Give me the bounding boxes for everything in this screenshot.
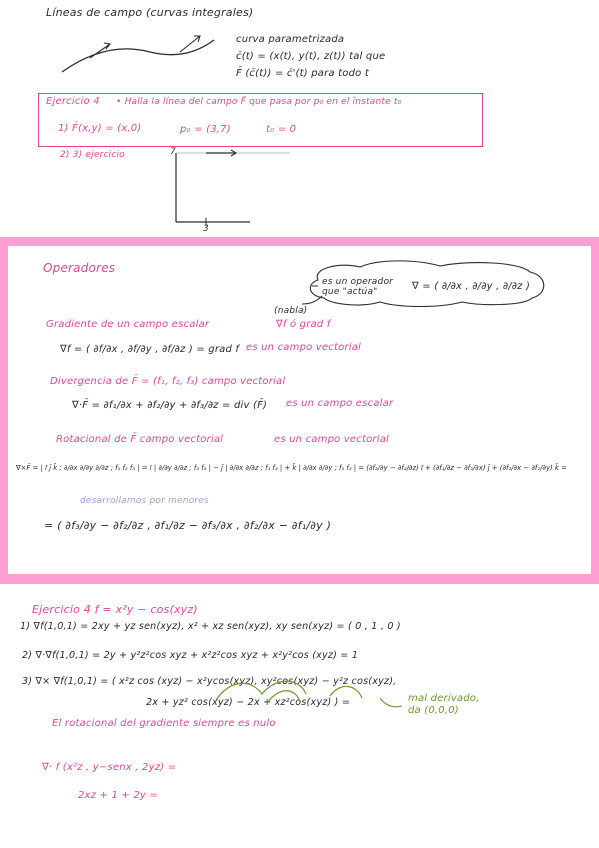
exercise-item1-t0: t₀ = 0 [266, 124, 297, 135]
exercise-box-title: Ejercicio 4 [46, 96, 100, 107]
param-def-line2: F̄ (c̄(t)) = c̄'(t) para todo t [236, 68, 369, 79]
param-def-line1: c̄(t) = (x(t), y(t), z(t)) tal que [236, 51, 386, 62]
minors-note: desarrollamos por menores [80, 496, 209, 506]
bubble-text: es un operador que "actúa" [322, 277, 394, 297]
rotational-gradient-conclusion: El rotacional del gradiente siempre es nulo [52, 718, 276, 729]
graph-y-tick: 7 [170, 147, 176, 157]
rotational-title: Rotacional de F̄ campo vectorial [56, 434, 224, 445]
exercise4-line2: 2) ∇·∇f(1,0,1) = 2y + y²z²cos xyz + x²z²cos xyz + x²y²cos (xyz) = 1 [22, 650, 359, 661]
divergence-title: Divergencia de F̄ = (f₁, f₂, f₃) campo vectorial [50, 376, 286, 387]
divergence-note: es un campo escalar [286, 398, 394, 409]
rotational-result: = ( ∂f₃/∂y − ∂f₂/∂z , ∂f₁/∂z − ∂f₃/∂x , ∂f₂/∂x − ∂f₁/∂y ) [44, 519, 332, 532]
gradient-formula: ∇f = ( ∂f/∂x , ∂f/∂y , ∂f/∂z ) = grad f [60, 344, 240, 355]
divergence-answer: 2xz + 1 + 2y = [78, 790, 159, 801]
gradient-title: Gradiente de un campo escalar [46, 319, 210, 330]
exercise-item23: 2) 3) ejercicio [60, 150, 125, 160]
exercise-item1-p0: p₀ = (3,7) [180, 124, 231, 135]
exercise4-line3b: 2x + yz² cos(xyz) − 2x + xz²cos(xyz) ) = [146, 697, 351, 708]
rotational-formula: ∇×F̄ = | ī j̄ k̄ ; ∂/∂x ∂/∂y ∂/∂z ; f₁ f₂ f₃ | = ī | ∂/∂y ∂/∂z ; f₂ f₃ | − j̄ | ∂/∂x ∂/∂z ; f₁ f₃ | + k̄ | ∂/∂x ∂/∂y ; f₁ f₂ | = (∂f₃/∂y − ∂f₂/∂z) ī + (∂f₁/∂z − ∂f₃/∂x) j̄ + (∂f₂/∂x − ∂f₁/∂y) k̄ = [16, 464, 567, 472]
sketch-graph [0, 140, 599, 240]
wrong-derivative-note: mal derivado, da (0,0,0) [408, 693, 480, 716]
operators-title: Operadores [43, 261, 116, 275]
graph-x-tick: 3 [203, 224, 209, 234]
exercise4-title: Ejercicio 4 f = x²y − cos(xyz) [32, 603, 198, 616]
divergence-exercise: ∇· f (x²z , y−senx , 2yz) = [42, 762, 177, 773]
page-title: Líneas de campo (curvas integrales) [46, 6, 254, 19]
exercise4-line1: 1) ∇f(1,0,1) = 2xy + yz sen(xyz), x² + xz sen(xyz), xy sen(xyz) = ( 0 , 1 , 0 ) [20, 621, 401, 632]
nabla-definition: ∇ = ( ∂/∂x , ∂/∂y , ∂/∂z ) [412, 281, 531, 292]
exercise-item1-field: 1) F̄(x,y) = (x,0) [58, 123, 142, 134]
divergence-formula: ∇·F̄ = ∂f₁/∂x + ∂f₂/∂y + ∂f₃/∂z = div (F̄) [72, 400, 268, 411]
gradient-notation: ∇f ó grad f [276, 319, 331, 330]
nabla-label: (nabla) [274, 306, 308, 316]
gradient-note: es un campo vectorial [246, 342, 362, 353]
exercise4-line3a: 3) ∇× ∇f(1,0,1) = ( x²z cos (xyz) − x²ycos(xyz), xy²cos(xyz) − y²z cos(xyz), [22, 676, 397, 687]
param-label: curva parametrizada [236, 34, 345, 45]
exercise-box-statement: • Halla la línea del campo F̄ que pasa por p₀ en el instante t₀ [116, 97, 402, 107]
rotational-note: es un campo vectorial [274, 434, 390, 445]
